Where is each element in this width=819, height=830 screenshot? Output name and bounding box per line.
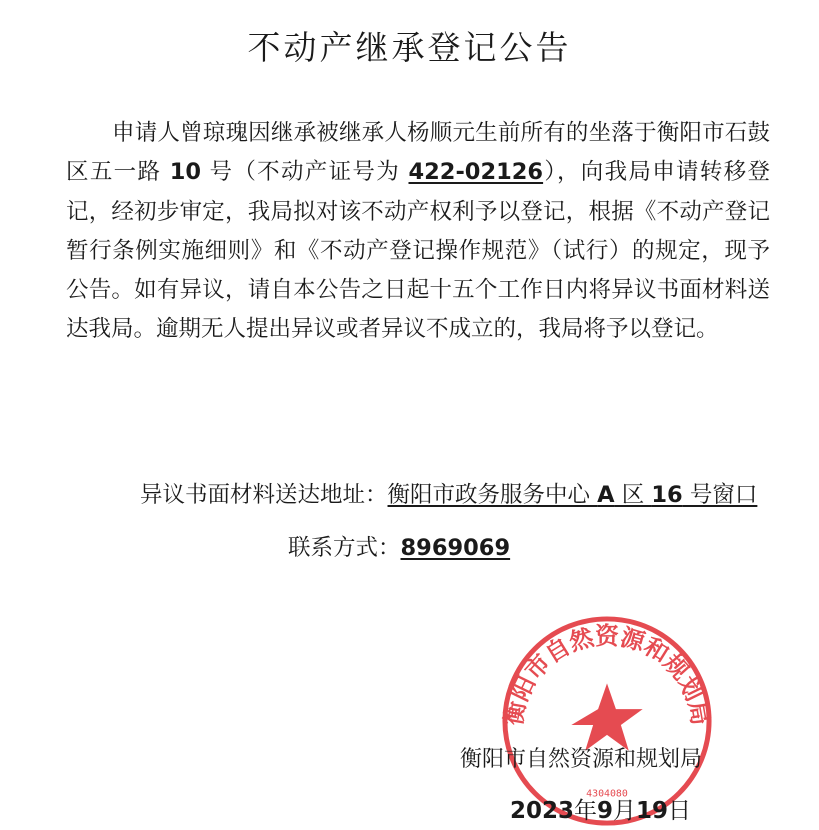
body-text-part-3: ），向我局申请转移登记，经初步审定，我局拟对该不动产权利予以登记，根据《不动产登记暂行条例实施细则》和《不动产登记操作规范》（试行）的规定，现予公告。如有异议，请自本公告之日起十五个工作日内将异议书面材料送达我局。逾期无人提出异议或者异议不成立的，我局将予以登记。 (66, 159, 770, 343)
contact-line (288, 533, 510, 563)
date-year: 2023 (510, 798, 575, 824)
issue-date: 2023年9月19日 (510, 798, 692, 824)
date-month: 9 (597, 798, 614, 824)
page-title: 不动产继承登记公告 (247, 28, 572, 68)
contact-phone: 8969069 (400, 535, 511, 561)
address-label: 异议书面材料送达地址： (140, 482, 388, 508)
house-number: 10 (169, 159, 202, 186)
issuing-authority: 衡阳市自然资源和规划局 (460, 747, 703, 772)
seal-star (571, 683, 642, 750)
announcement-body (66, 114, 770, 350)
contact-label: 联系方式： (288, 535, 401, 561)
body-text-part-1: 申请人曾琼瑰因继承被继承人杨顺元生前所有的坐落于衡阳市石鼓区五一路 (66, 120, 770, 186)
address-window-number: 16 (651, 482, 683, 508)
address-value: 衡阳市政务服务中心 A 区 16 号窗口 (387, 482, 758, 508)
address-zone: A (597, 482, 615, 508)
date-day: 19 (636, 798, 669, 824)
certificate-number: 422-02126 (408, 159, 544, 186)
objection-address-line (140, 480, 757, 510)
seal-code: 4304080 (586, 788, 628, 800)
body-text-part-2: 号（不动产证号为 (201, 159, 409, 186)
seal-arc-text: 衡阳市自然资源和规划局 (499, 622, 715, 728)
